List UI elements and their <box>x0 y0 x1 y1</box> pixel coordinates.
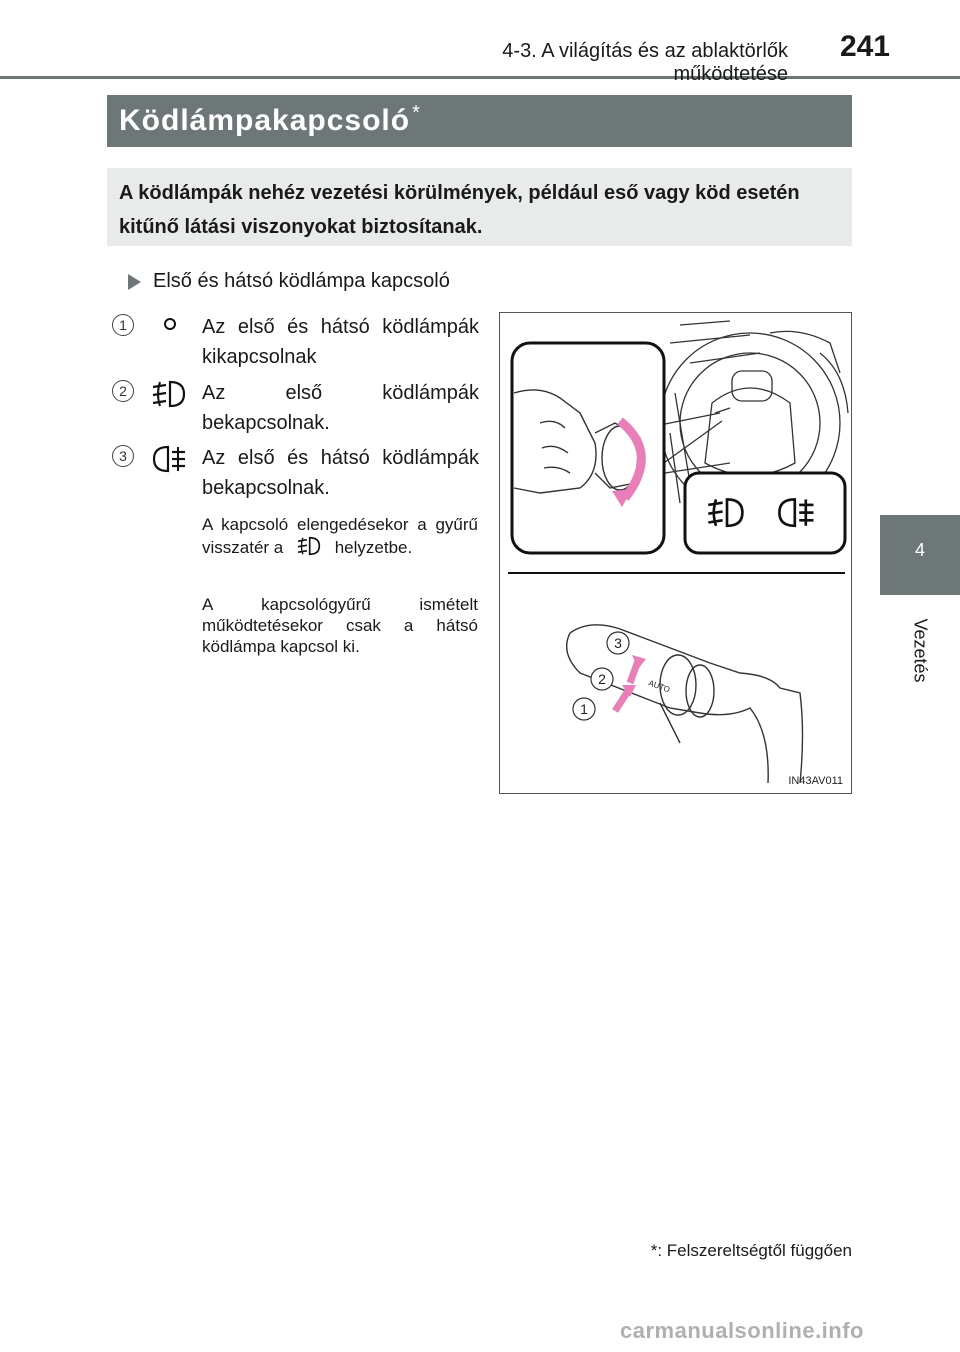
step-number-badge: 2 <box>112 380 134 402</box>
repeat-note: A kapcsológyűrű ismételt működtetésekor csak a hátsó ködlámpa kapcsol ki. <box>202 595 478 656</box>
bullet-triangle-icon <box>128 274 141 290</box>
step-number-badge: 1 <box>112 314 134 336</box>
callout-2: 2 <box>598 671 606 687</box>
step-text: Az első ködlámpák bekapcsolnak. <box>202 382 479 434</box>
footnote <box>651 1241 852 1261</box>
step-text: Az első és hátsó ködlámpák kikapcsolnak <box>202 316 479 368</box>
step-text: Az első és hátsó ködlámpák bekapcsolnak. <box>202 447 479 499</box>
intro-box: A ködlámpák nehéz vezetési körülmények, például eső vagy köd esetén kitűnő látási viszonyokat biztosítanak. <box>107 168 852 246</box>
fog-switch-figure <box>499 312 852 794</box>
front-fog-lamp-inline-icon <box>292 535 326 562</box>
chapter-tab: 4 <box>880 515 960 595</box>
heading-text: Ködlámpakapcsoló <box>119 104 411 137</box>
step-1 <box>112 312 482 376</box>
step-number-badge: 3 <box>112 445 134 467</box>
footnote-asterisk: * <box>650 1241 658 1260</box>
heading-asterisk: * <box>412 101 420 124</box>
footnote-text: : Felszereltségtől függően <box>657 1241 852 1260</box>
step-2 <box>112 378 482 442</box>
watermark: carmanualsonline.info <box>620 1318 864 1343</box>
page-number: 241 <box>839 30 890 63</box>
callout-1: 1 <box>580 701 588 717</box>
fog-switch-illustration <box>500 313 852 794</box>
step-3 <box>112 443 482 507</box>
subheading <box>128 270 450 293</box>
off-circle-icon <box>162 316 178 337</box>
release-note <box>202 514 478 562</box>
front-fog-lamp-icon <box>150 378 188 415</box>
subheading-text: Első és hátsó ködlámpa kapcsoló <box>153 270 450 292</box>
chapter-label-text: Vezetés <box>910 617 931 683</box>
stalk-auto-label: AUTO <box>647 678 672 695</box>
rear-fog-lamp-icon <box>150 443 188 480</box>
section-title: 4-3. A világítás és az ablaktörlők működtetése <box>502 40 788 85</box>
release-note-text-b: helyzetbe. <box>334 537 413 557</box>
section-heading <box>107 95 852 147</box>
chapter-label <box>880 600 960 700</box>
release-note-text-a: A kapcsoló elengedésekor a gyűrű visszatér a <box>202 515 478 557</box>
figure-code: IN43AV011 <box>788 775 843 787</box>
callout-3: 3 <box>614 635 622 651</box>
